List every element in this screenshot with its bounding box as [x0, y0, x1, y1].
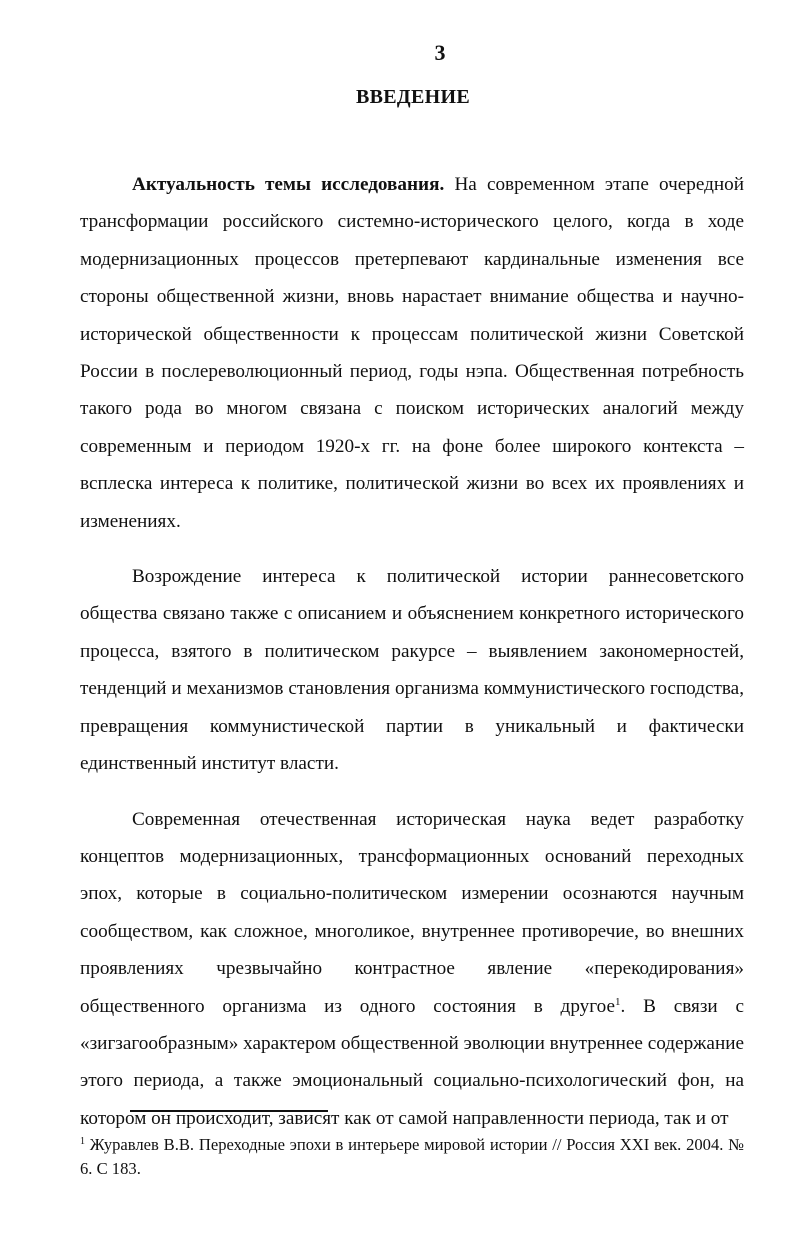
body-text	[80, 166, 744, 1155]
page-number: 3	[434, 40, 446, 65]
footnote-divider	[130, 1110, 328, 1112]
paragraph-text: Возрождение интереса к политической истории раннесоветского общества связано также с описанием и объяснением конкретного исторического процесса, взятого в политическом ракурсе – выявлением закономерностей, тенденций и механизмов становления организма коммунистического господства, превращения коммунистической партии в уникальный и фактически единственный институт власти.	[80, 566, 744, 775]
page-heading: ВВЕДЕНИЕ	[356, 86, 470, 108]
paragraph-transitional-epochs	[80, 801, 744, 1138]
footnote-mark: 1	[80, 1136, 85, 1147]
paragraph-text: . В связи с «зигзагообразным» характером общественной эволюции внутреннее содержание этого периода, а также эмоциональный социально-психологический фон, на котором он происходит, зависят как от самой направленности периода, так и от	[80, 995, 745, 1129]
paragraph-text: Современная отечественная историческая наука ведет разработку концептов модернизационных, трансформационных оснований переходных эпох, которые в социально-политическом измерении осознаются научным сообществом, как сложное, многоликое, внутреннее противоречие, во внешних проявлениях чрезвычайно контрастное явление «перекодирования» общественного организма из одного состояния в другое	[80, 808, 744, 1017]
footnote	[80, 1133, 744, 1181]
paragraph-relevance	[80, 166, 744, 540]
footnote-text: Журавлев В.В. Переходные эпохи в интерьере мировой истории // Россия XXI век. 2004. № 6. С 183.	[80, 1135, 744, 1178]
paragraph-text: На современном этапе очередной трансформации российского системно-исторического целого, когда в ходе модернизационных процессов претерпевают кардинальные изменения все стороны общественной жизни, вновь нарастает внимание общества и научно-исторической общественности к процессам политической жизни Советской России в послереволюционный период, годы нэпа. Общественная потребность такого рода во многом связана с поиском исторических аналогий между современным и периодом 1920-х гг. на фоне более широкого контекста – всплеска интереса к политике, политической жизни во всех их проявлениях и изменениях.	[80, 174, 744, 532]
paragraph-revival	[80, 558, 744, 782]
footnote-reference[interactable]: 1	[615, 995, 621, 1008]
paragraph-lead: Актуальность темы исследования.	[132, 174, 445, 195]
